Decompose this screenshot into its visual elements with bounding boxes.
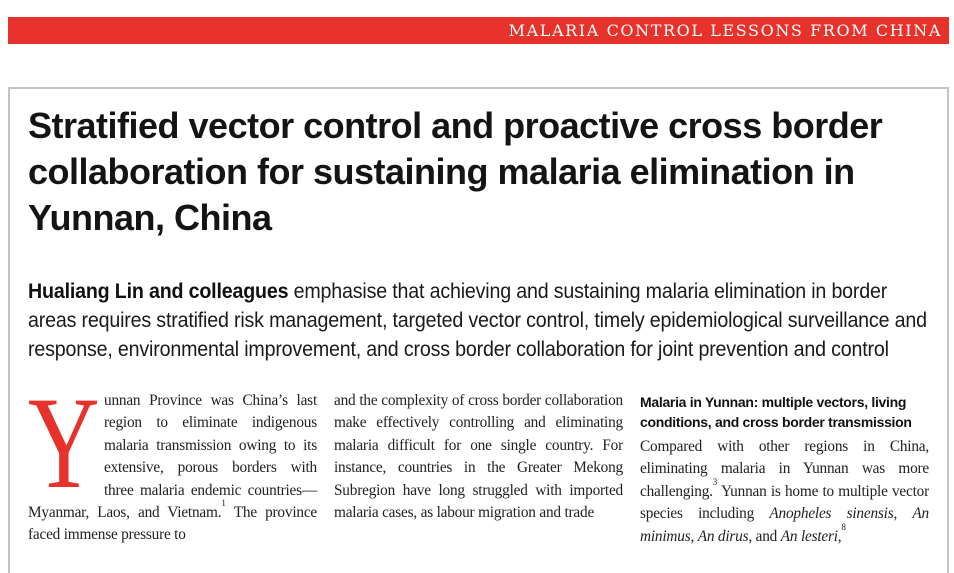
subsection-heading: Malaria in Yunnan: multiple vectors, living conditions, and cross border transmission — [640, 394, 912, 430]
col3-vectors: Yunnan is home to multiple vector species including — [640, 482, 929, 523]
separator: , — [893, 505, 913, 523]
separator: , — [837, 527, 842, 545]
article-columns — [28, 369, 929, 548]
article-card — [8, 87, 949, 573]
standfirst-authors: Hualiang Lin and colleagues — [28, 279, 289, 303]
separator: , — [690, 527, 698, 545]
body-paragraph — [334, 390, 623, 524]
standfirst-container — [28, 277, 929, 364]
body-paragraph — [640, 436, 929, 548]
reference-superscript-3: 3 — [712, 476, 718, 487]
species-name-an-dirus: An dirus — [697, 527, 749, 545]
standfirst — [28, 277, 929, 364]
col3-intro: Compared with other regions in China, eliminating malaria in Yunnan was more challenging. — [640, 438, 929, 500]
col1-text: unnan Province was China’s last region to eliminate indigenous malaria transmission owing to its extensive, porous borders with three malaria endemic countries—Myanmar, Laos, and Vietnam. — [28, 392, 317, 522]
banner-title: MALARIA CONTROL LESSONS FROM CHINA — [508, 21, 942, 40]
article-column-1 — [28, 369, 318, 548]
separator: , and — [748, 527, 781, 545]
col2-text: and the complexity of cross border collaboration make effectively controlling and eliminating malaria difficult for one single country. For instance, countries in the Greater Mekong Subregion have long struggled with imported malaria cases, as labour migration and trade — [334, 392, 623, 522]
species-name-an-minimus: An minimus — [640, 505, 929, 545]
dropcap-y: Y — [28, 369, 100, 516]
species-name-an-lesteri: An lesteri — [780, 527, 838, 545]
article-column-3 — [640, 390, 929, 548]
article-column-2 — [334, 390, 623, 548]
reference-superscript-8: 8 — [841, 521, 846, 532]
col1-text-after: The province faced immense pressure to — [28, 504, 318, 544]
body-paragraph — [28, 369, 318, 547]
section-banner — [8, 17, 949, 44]
article-headline: Stratified vector control and proactive cross border collaboration for sustaining malaria elimination in Yunnan, China — [28, 105, 883, 238]
standfirst-text: emphasise that achieving and sustaining malaria elimination in border areas requires stratified risk management, targeted vector control, timely epidemiological surveillance and response, environmental improvement, and cross border collaboration for joint prevention and control — [28, 279, 927, 361]
species-name-anopheles-sinensis: Anopheles sinensis — [769, 505, 894, 523]
reference-superscript-1: 1 — [221, 497, 226, 508]
